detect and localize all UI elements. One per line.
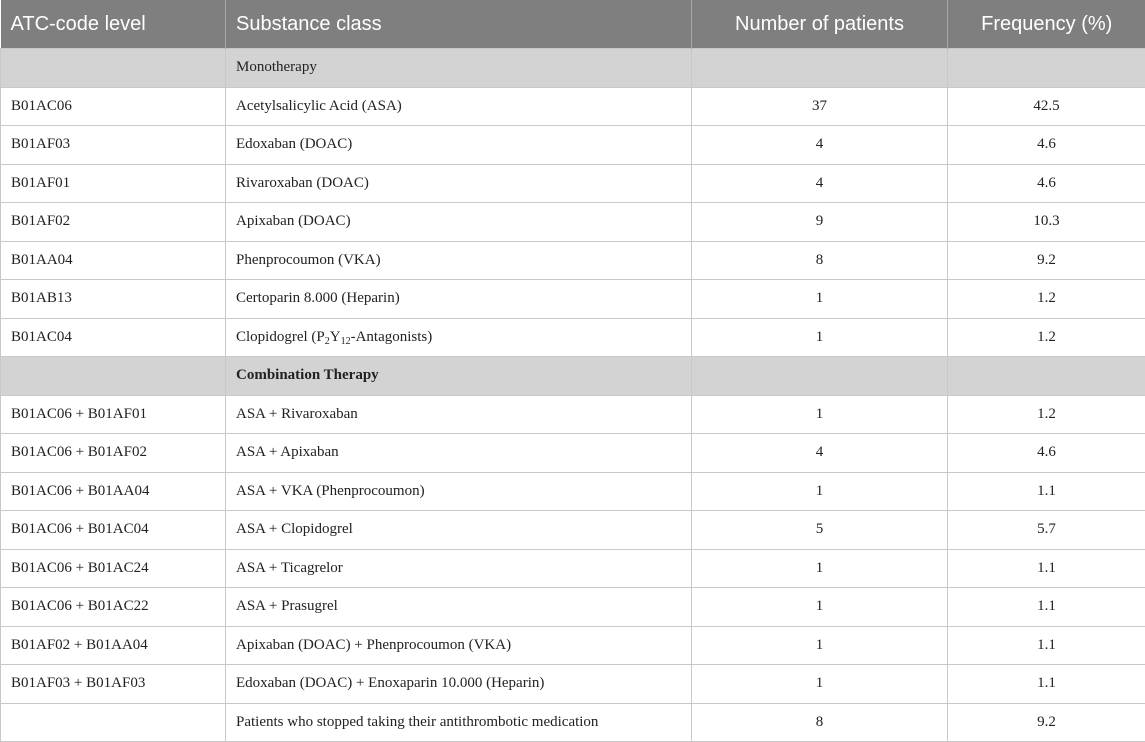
- substance-cell: Acetylsalicylic Acid (ASA): [226, 87, 692, 126]
- table-row: [1, 434, 1145, 473]
- atc-code-cell: B01AC04: [1, 318, 226, 357]
- substance-text-suffix: -Antagonists): [351, 329, 433, 345]
- section-empty-cell: [948, 357, 1145, 396]
- substance-cell: ASA + Rivaroxaban: [226, 395, 692, 434]
- section-empty-cell: [1, 357, 226, 396]
- patients-cell: 4: [692, 434, 948, 473]
- patients-cell: 1: [692, 665, 948, 704]
- frequency-cell: 1.1: [948, 549, 1145, 588]
- patients-cell: 8: [692, 703, 948, 742]
- atc-code-cell: B01AC06 + B01AF02: [1, 434, 226, 473]
- patients-cell: 9: [692, 203, 948, 242]
- substance-cell: Apixaban (DOAC): [226, 203, 692, 242]
- patients-cell: 4: [692, 164, 948, 203]
- table-row-stopped-medication: [1, 703, 1145, 742]
- table-row: [1, 203, 1145, 242]
- atc-code-cell: B01AF03: [1, 126, 226, 165]
- patients-cell: 8: [692, 241, 948, 280]
- frequency-cell: 4.6: [948, 434, 1145, 473]
- table-body: [1, 49, 1145, 742]
- table-row: [1, 511, 1145, 550]
- substance-cell: ASA + Prasugrel: [226, 588, 692, 627]
- header-number-of-patients: Number of patients: [692, 0, 948, 49]
- table-row: [1, 472, 1145, 511]
- substance-cell: ASA + Clopidogrel: [226, 511, 692, 550]
- atc-code-cell: B01AF01: [1, 164, 226, 203]
- section-empty-cell: [692, 49, 948, 88]
- frequency-cell: 4.6: [948, 164, 1145, 203]
- patients-cell: 1: [692, 588, 948, 627]
- patients-cell: 1: [692, 626, 948, 665]
- frequency-cell: 9.2: [948, 703, 1145, 742]
- frequency-cell: 4.6: [948, 126, 1145, 165]
- frequency-cell: 1.1: [948, 665, 1145, 704]
- frequency-cell: 1.1: [948, 626, 1145, 665]
- section-empty-cell: [692, 357, 948, 396]
- patients-cell: 1: [692, 280, 948, 319]
- table-row: [1, 164, 1145, 203]
- section-title: Combination Therapy: [226, 357, 692, 396]
- atc-code-cell: B01AC06 + B01AC04: [1, 511, 226, 550]
- substance-text-prefix: Clopidogrel (P: [236, 329, 325, 345]
- substance-cell: ASA + Ticagrelor: [226, 549, 692, 588]
- substance-cell: Edoxaban (DOAC) + Enoxaparin 10.000 (Heparin): [226, 665, 692, 704]
- table-row: [1, 280, 1145, 319]
- patients-cell: 4: [692, 126, 948, 165]
- frequency-cell: 10.3: [948, 203, 1145, 242]
- header-row: [1, 0, 1145, 49]
- atc-code-cell: B01AC06: [1, 87, 226, 126]
- section-empty-cell: [1, 49, 226, 88]
- substance-cell: Apixaban (DOAC) + Phenprocoumon (VKA): [226, 626, 692, 665]
- subscript-2: 2: [325, 336, 330, 347]
- atc-code-cell: B01AA04: [1, 241, 226, 280]
- atc-code-cell: B01AC06 + B01AC22: [1, 588, 226, 627]
- frequency-cell: 1.2: [948, 395, 1145, 434]
- section-row-monotherapy: [1, 49, 1145, 88]
- frequency-cell: 1.1: [948, 472, 1145, 511]
- atc-code-cell: B01AF02: [1, 203, 226, 242]
- table-row: [1, 665, 1145, 704]
- frequency-cell: 1.2: [948, 318, 1145, 357]
- table-row: [1, 126, 1145, 165]
- header-frequency: Frequency (%): [948, 0, 1145, 49]
- table-row: [1, 549, 1145, 588]
- patients-cell: 5: [692, 511, 948, 550]
- patients-cell: 1: [692, 549, 948, 588]
- table-row: [1, 588, 1145, 627]
- frequency-cell: 9.2: [948, 241, 1145, 280]
- atc-code-cell: B01AC06 + B01AA04: [1, 472, 226, 511]
- patients-cell: 1: [692, 318, 948, 357]
- subscript-12: 12: [341, 336, 351, 347]
- table-row: [1, 395, 1145, 434]
- patients-cell: 1: [692, 472, 948, 511]
- table-row: [1, 318, 1145, 357]
- substance-cell: Certoparin 8.000 (Heparin): [226, 280, 692, 319]
- frequency-cell: 5.7: [948, 511, 1145, 550]
- patients-cell: 37: [692, 87, 948, 126]
- substance-cell: Patients who stopped taking their antithrombotic medication: [226, 703, 692, 742]
- substance-cell: [226, 318, 692, 357]
- frequency-cell: 1.2: [948, 280, 1145, 319]
- table-row: [1, 87, 1145, 126]
- frequency-cell: 1.1: [948, 588, 1145, 627]
- table-header: [1, 0, 1145, 49]
- section-title: Monotherapy: [226, 49, 692, 88]
- substance-cell: Phenprocoumon (VKA): [226, 241, 692, 280]
- patients-cell: 1: [692, 395, 948, 434]
- atc-code-cell: [1, 703, 226, 742]
- table-row: [1, 626, 1145, 665]
- atc-code-cell: B01AC06 + B01AF01: [1, 395, 226, 434]
- substance-cell: ASA + VKA (Phenprocoumon): [226, 472, 692, 511]
- table-row: [1, 241, 1145, 280]
- atc-code-cell: B01AB13: [1, 280, 226, 319]
- frequency-cell: 42.5: [948, 87, 1145, 126]
- header-substance-class: Substance class: [226, 0, 692, 49]
- substance-text-mid: Y: [330, 329, 341, 345]
- substance-cell: Rivaroxaban (DOAC): [226, 164, 692, 203]
- section-empty-cell: [948, 49, 1145, 88]
- substance-cell: ASA + Apixaban: [226, 434, 692, 473]
- header-atc-code: ATC-code level: [1, 0, 226, 49]
- atc-code-cell: B01AC06 + B01AC24: [1, 549, 226, 588]
- section-row-combination-therapy: [1, 357, 1145, 396]
- atc-code-cell: B01AF03 + B01AF03: [1, 665, 226, 704]
- atc-code-cell: B01AF02 + B01AA04: [1, 626, 226, 665]
- substance-cell: Edoxaban (DOAC): [226, 126, 692, 165]
